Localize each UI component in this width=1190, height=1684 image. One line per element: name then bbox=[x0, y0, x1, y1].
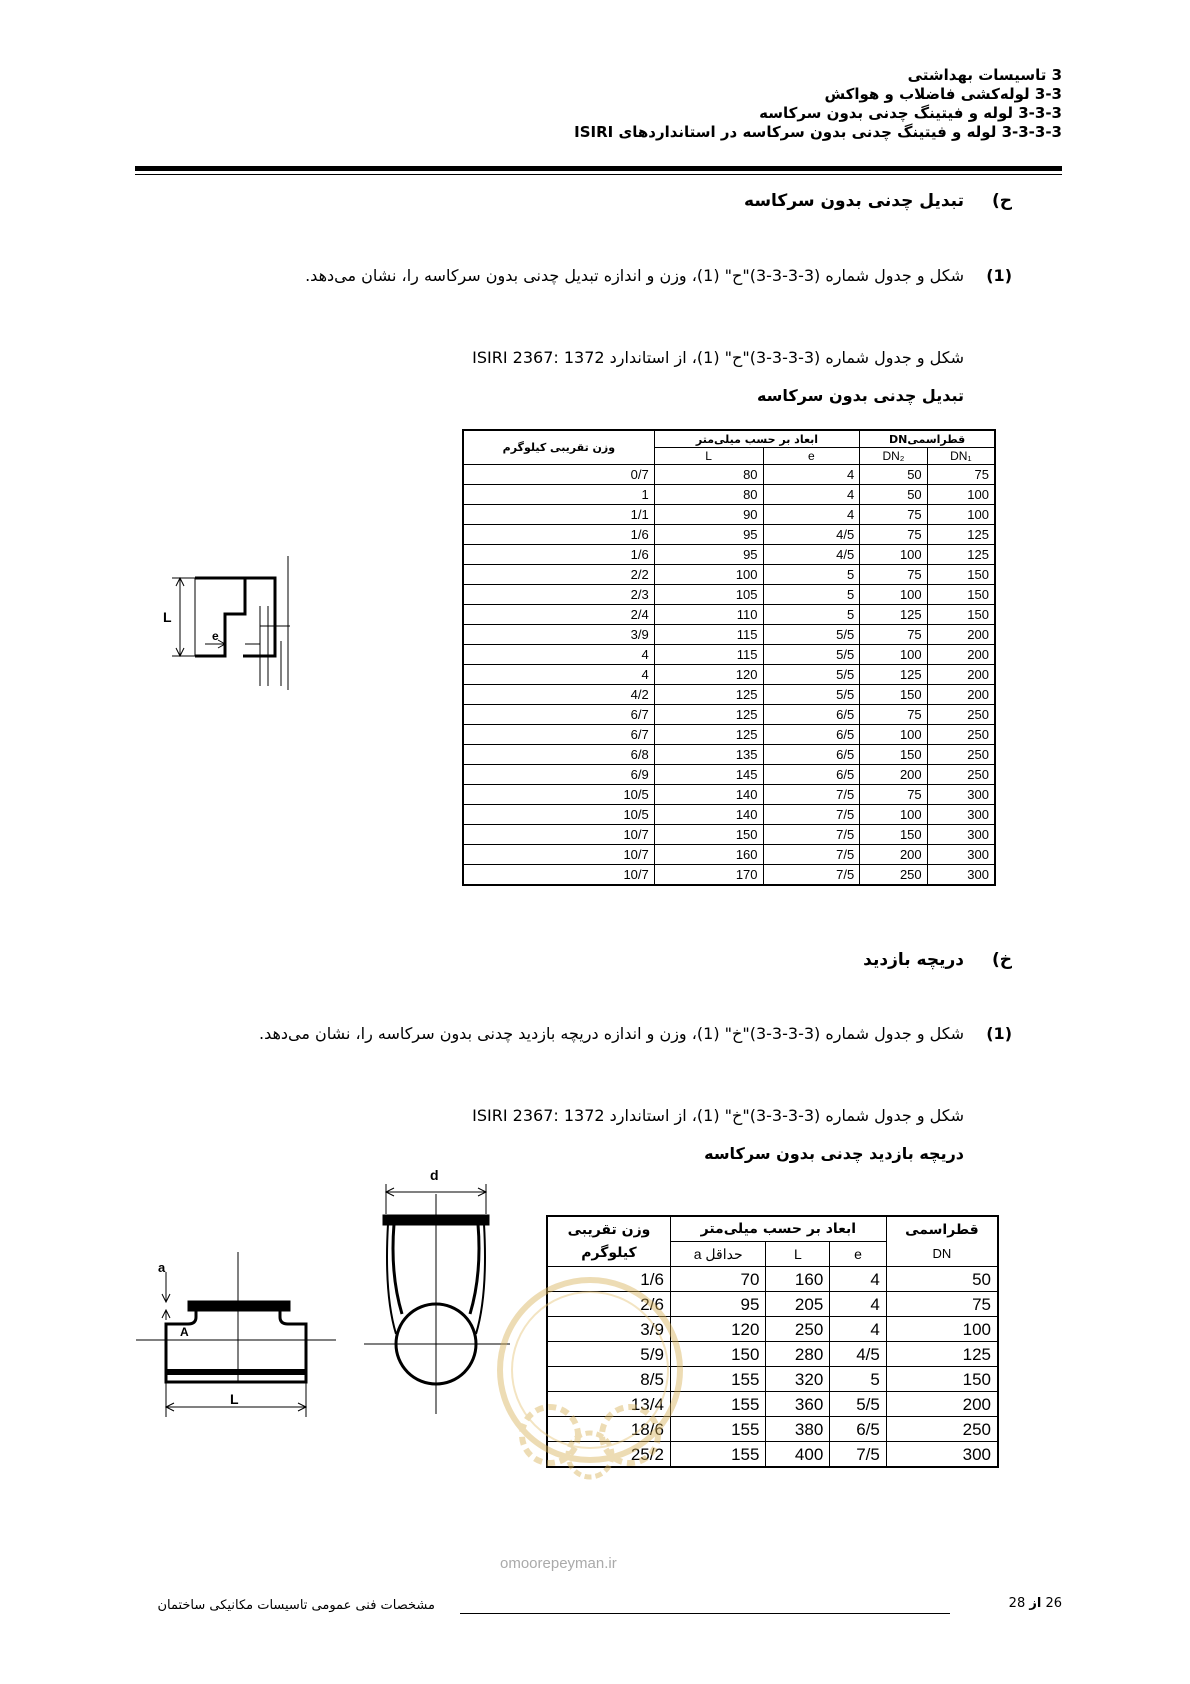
table-cell: 105 bbox=[654, 585, 763, 605]
table-cell: 320 bbox=[766, 1367, 830, 1392]
table-cell: 300 bbox=[886, 1442, 998, 1468]
table-cell: 7/5 bbox=[763, 825, 860, 845]
table-row bbox=[463, 765, 995, 785]
table-cell: 4/5 bbox=[830, 1342, 887, 1367]
table-cell: 100 bbox=[654, 565, 763, 585]
table-row bbox=[463, 585, 995, 605]
table-cell: 2/4 bbox=[463, 605, 654, 625]
table-cell: 2/2 bbox=[463, 565, 654, 585]
table-cell: 2/3 bbox=[463, 585, 654, 605]
table-cell: 75 bbox=[860, 625, 927, 645]
table-cell: 205 bbox=[766, 1292, 830, 1317]
table-cell: 10/7 bbox=[463, 845, 654, 865]
table-cell: 150 bbox=[860, 745, 927, 765]
header-line-4: 3-3-3-3 لوله و فیتینگ چدنی بدون سرکاسه در استانداردهای ISIRI bbox=[574, 123, 1062, 141]
table-cell: 200 bbox=[927, 625, 995, 645]
table-cell: 120 bbox=[670, 1317, 766, 1342]
table-cell: 10/7 bbox=[463, 865, 654, 886]
table-cell: 5 bbox=[763, 585, 860, 605]
table-cell: 110 bbox=[654, 605, 763, 625]
section-h-item-text: شکل و جدول شماره (3-3-3-3)"ح" (1)، وزن و اندازه تبدیل چدنی بدون سرکاسه را، نشان می‌دهد. bbox=[305, 266, 964, 285]
inspection-label-l: L bbox=[230, 1391, 239, 1407]
table-cell: 10/7 bbox=[463, 825, 654, 845]
table-cell: 125 bbox=[654, 725, 763, 745]
table-cell: 6/5 bbox=[763, 765, 860, 785]
table-cell: 75 bbox=[886, 1292, 998, 1317]
th2-e: e bbox=[830, 1242, 887, 1267]
table-row bbox=[463, 865, 995, 886]
table-cell: 95 bbox=[670, 1292, 766, 1317]
watermark-seal bbox=[490, 1260, 690, 1510]
table-cell: 360 bbox=[766, 1392, 830, 1417]
table-cell: 7/5 bbox=[763, 845, 860, 865]
table-row bbox=[463, 625, 995, 645]
table-cell: 160 bbox=[654, 845, 763, 865]
header-line-1: 3 تاسیسات بهداشتی bbox=[907, 66, 1062, 84]
table-cell: 150 bbox=[927, 565, 995, 585]
footer-total: 28 bbox=[1008, 1596, 1026, 1611]
table-cell: 5/5 bbox=[763, 625, 860, 645]
table-cell: 155 bbox=[670, 1442, 766, 1468]
section-kh-heading bbox=[412, 950, 1012, 974]
table-cell: 6/5 bbox=[763, 725, 860, 745]
table-row bbox=[463, 725, 995, 745]
reducer-label-l: L bbox=[163, 609, 172, 625]
table-cell: 4 bbox=[463, 665, 654, 685]
th2-weight-sub: کیلوگرم bbox=[581, 1244, 637, 1261]
table-cell: 13/4 bbox=[547, 1392, 670, 1417]
table-row bbox=[463, 825, 995, 845]
section-h-title: تبدیل چدنی بدون سرکاسه bbox=[744, 191, 964, 211]
table-row bbox=[463, 665, 995, 685]
table-cell: 100 bbox=[927, 505, 995, 525]
th-dn2: DN₂ bbox=[860, 448, 927, 465]
table-cell: 4 bbox=[830, 1292, 887, 1317]
table-cell: 6/8 bbox=[463, 745, 654, 765]
table-row bbox=[463, 685, 995, 705]
table-cell: 5/5 bbox=[763, 645, 860, 665]
table-row bbox=[463, 805, 995, 825]
table-cell: 75 bbox=[860, 565, 927, 585]
table-cell: 4/5 bbox=[763, 545, 860, 565]
table-cell: 300 bbox=[927, 865, 995, 886]
table-cell: 6/9 bbox=[463, 765, 654, 785]
table-cell: 300 bbox=[927, 785, 995, 805]
th2-weight bbox=[547, 1216, 670, 1267]
table-cell: 4 bbox=[463, 645, 654, 665]
table-cell: 90 bbox=[654, 505, 763, 525]
watermark-site: omoorepeyman.ir bbox=[500, 1555, 617, 1572]
table-cell: 125 bbox=[886, 1342, 998, 1367]
table-cell: 200 bbox=[927, 645, 995, 665]
table-cell: 80 bbox=[654, 485, 763, 505]
table-row bbox=[463, 485, 995, 505]
table-cell: 200 bbox=[886, 1392, 998, 1417]
table-cell: 150 bbox=[860, 825, 927, 845]
table-row bbox=[463, 525, 995, 545]
table-cell: 150 bbox=[927, 605, 995, 625]
table-cell: 200 bbox=[927, 665, 995, 685]
table-cell: 7/5 bbox=[830, 1442, 887, 1468]
table-cell: 18/6 bbox=[547, 1417, 670, 1442]
table-row bbox=[463, 465, 995, 485]
footer-of: از bbox=[1029, 1596, 1042, 1611]
table-cell: 100 bbox=[860, 545, 927, 565]
table-cell: 155 bbox=[670, 1417, 766, 1442]
table-cell: 5 bbox=[830, 1367, 887, 1392]
th2-a: حداقل a bbox=[670, 1242, 766, 1267]
header-rule-thin bbox=[135, 174, 1062, 175]
table-cell: 4 bbox=[763, 465, 860, 485]
table-cell: 10/5 bbox=[463, 805, 654, 825]
th2-dn-label: قطراسمی bbox=[905, 1221, 979, 1238]
reducer-label-e: e bbox=[212, 629, 219, 643]
table-cell: 4 bbox=[830, 1267, 887, 1292]
footer-rule bbox=[460, 1613, 950, 1614]
table-cell: 75 bbox=[860, 505, 927, 525]
section-h-caption: شکل و جدول شماره (3-3-3-3)"ح" (1)، از استاندارد ISIRI 2367: 1372 bbox=[472, 348, 964, 367]
table-cell: 155 bbox=[670, 1367, 766, 1392]
table-cell: 125 bbox=[860, 605, 927, 625]
table-cell: 160 bbox=[766, 1267, 830, 1292]
section-kh-item-text: شکل و جدول شماره (3-3-3-3)"خ" (1)، وزن و اندازه دریچه بازدید چدنی بدون سرکاسه را، نشان می‌دهد. bbox=[259, 1024, 964, 1043]
table-cell: 200 bbox=[927, 685, 995, 705]
table-cell: 6/5 bbox=[763, 745, 860, 765]
table-cell: 0/7 bbox=[463, 465, 654, 485]
th-dn1: DN₁ bbox=[927, 448, 995, 465]
table-cell: 1/6 bbox=[547, 1267, 670, 1292]
table-cell: 170 bbox=[654, 865, 763, 886]
table-cell: 2/6 bbox=[547, 1292, 670, 1317]
table-row bbox=[463, 645, 995, 665]
th-dims: ابعاد بر حسب میلی‌متر bbox=[654, 430, 859, 448]
table-cell: 7/5 bbox=[763, 785, 860, 805]
table-row bbox=[463, 705, 995, 725]
header-rule-thick bbox=[135, 166, 1062, 171]
th2-dn bbox=[886, 1216, 998, 1267]
table-cell: 250 bbox=[860, 865, 927, 886]
table-cell: 125 bbox=[654, 705, 763, 725]
section-kh-label: خ) bbox=[991, 950, 1012, 970]
table-cell: 380 bbox=[766, 1417, 830, 1442]
table-cell: 6/7 bbox=[463, 725, 654, 745]
table-cell: 25/2 bbox=[547, 1442, 670, 1468]
table-cell: 140 bbox=[654, 805, 763, 825]
table-cell: 4 bbox=[830, 1317, 887, 1342]
footer-page-number bbox=[1009, 1596, 1062, 1611]
th2-l: L bbox=[766, 1242, 830, 1267]
table-cell: 280 bbox=[766, 1342, 830, 1367]
table-cell: 200 bbox=[860, 765, 927, 785]
th-e: e bbox=[763, 448, 860, 465]
table-cell: 10/5 bbox=[463, 785, 654, 805]
section-kh-item-label: (1) bbox=[986, 1024, 1012, 1043]
footer-title: مشخصات فنی عمومی تاسیسات مکانیکی ساختمان bbox=[157, 1598, 435, 1613]
table-cell: 125 bbox=[654, 685, 763, 705]
table-cell: 100 bbox=[886, 1317, 998, 1342]
table-cell: 145 bbox=[654, 765, 763, 785]
reducer-figure bbox=[150, 556, 330, 690]
table-cell: 5/5 bbox=[763, 665, 860, 685]
reducer-table bbox=[462, 429, 996, 886]
table-cell: 150 bbox=[654, 825, 763, 845]
table-cell: 150 bbox=[670, 1342, 766, 1367]
table-cell: 155 bbox=[670, 1392, 766, 1417]
table-cell: 5 bbox=[763, 565, 860, 585]
table-cell: 6/7 bbox=[463, 705, 654, 725]
table-cell: 6/5 bbox=[830, 1417, 887, 1442]
table-cell: 1/6 bbox=[463, 545, 654, 565]
table-cell: 1/6 bbox=[463, 525, 654, 545]
table-cell: 150 bbox=[860, 685, 927, 705]
table-cell: 300 bbox=[927, 805, 995, 825]
th-l: L bbox=[654, 448, 763, 465]
th-weight: وزن تقریبی کیلوگرم bbox=[463, 430, 654, 465]
table-cell: 135 bbox=[654, 745, 763, 765]
table-cell: 115 bbox=[654, 625, 763, 645]
table-cell: 250 bbox=[927, 725, 995, 745]
table-row bbox=[463, 545, 995, 565]
table-cell: 70 bbox=[670, 1267, 766, 1292]
table-cell: 100 bbox=[860, 725, 927, 745]
section-h-item-label: (1) bbox=[986, 266, 1012, 285]
table-cell: 250 bbox=[927, 705, 995, 725]
section-kh-paragraph bbox=[162, 1024, 1012, 1048]
table-cell: 250 bbox=[766, 1317, 830, 1342]
running-header bbox=[162, 66, 1062, 142]
inspection-figure-side bbox=[136, 1232, 336, 1422]
table-cell: 4 bbox=[763, 485, 860, 505]
table-cell: 140 bbox=[654, 785, 763, 805]
table-cell: 300 bbox=[927, 825, 995, 845]
table-cell: 3/9 bbox=[463, 625, 654, 645]
table-cell: 250 bbox=[927, 745, 995, 765]
table-row bbox=[463, 605, 995, 625]
table-cell: 150 bbox=[927, 585, 995, 605]
table-cell: 95 bbox=[654, 545, 763, 565]
table-cell: 95 bbox=[654, 525, 763, 545]
section-kh-caption: شکل و جدول شماره (3-3-3-3)"خ" (1)، از استاندارد ISIRI 2367: 1372 bbox=[472, 1106, 964, 1125]
table-cell: 100 bbox=[860, 645, 927, 665]
table-row bbox=[463, 785, 995, 805]
table-cell: 120 bbox=[654, 665, 763, 685]
table-cell: 100 bbox=[860, 585, 927, 605]
footer-page: 26 bbox=[1045, 1596, 1062, 1611]
table-cell: 80 bbox=[654, 465, 763, 485]
table-cell: 7/5 bbox=[763, 865, 860, 886]
table-cell: 115 bbox=[654, 645, 763, 665]
table-cell: 50 bbox=[886, 1267, 998, 1292]
table-cell: 125 bbox=[860, 665, 927, 685]
table-cell: 150 bbox=[886, 1367, 998, 1392]
table-row bbox=[463, 845, 995, 865]
section-h-caption-title: تبدیل چدنی بدون سرکاسه bbox=[756, 386, 964, 405]
table-cell: 1/1 bbox=[463, 505, 654, 525]
inspection-label-a: a bbox=[158, 1260, 166, 1275]
table-row bbox=[463, 745, 995, 765]
table-cell: 1 bbox=[463, 485, 654, 505]
section-kh-title: دریچه بازدید bbox=[863, 950, 964, 970]
table-cell: 5 bbox=[763, 605, 860, 625]
inspection-label-A: A bbox=[180, 1325, 189, 1339]
table-cell: 100 bbox=[860, 805, 927, 825]
table-cell: 250 bbox=[927, 765, 995, 785]
table-cell: 5/5 bbox=[830, 1392, 887, 1417]
table-cell: 100 bbox=[927, 485, 995, 505]
header-line-3: 3-3-3 لوله و فیتینگ چدنی بدون سرکاسه bbox=[759, 104, 1062, 122]
table-cell: 7/5 bbox=[763, 805, 860, 825]
table-cell: 4/5 bbox=[763, 525, 860, 545]
table-cell: 400 bbox=[766, 1442, 830, 1468]
th2-dims: ابعاد بر حسب میلی‌متر bbox=[670, 1216, 886, 1242]
table-cell: 5/9 bbox=[547, 1342, 670, 1367]
table-cell: 75 bbox=[860, 705, 927, 725]
inspection-figure-section bbox=[364, 1164, 510, 1414]
header-line-2: 3-3 لوله‌کشی فاضلاب و هواکش bbox=[824, 85, 1062, 103]
section-kh-caption-title: دریچه بازدید چدنی بدون سرکاسه bbox=[704, 1144, 964, 1163]
inspection-label-d: d bbox=[430, 1167, 439, 1183]
section-h-label: ح) bbox=[991, 191, 1012, 211]
table-cell: 6/5 bbox=[763, 705, 860, 725]
th-dn: قطراسمیDN bbox=[860, 430, 995, 448]
table-cell: 200 bbox=[860, 845, 927, 865]
table-cell: 3/9 bbox=[547, 1317, 670, 1342]
table-cell: 4/2 bbox=[463, 685, 654, 705]
th2-dn-sub: DN bbox=[932, 1245, 952, 1261]
table-cell: 250 bbox=[886, 1417, 998, 1442]
table-cell: 50 bbox=[860, 485, 927, 505]
table-cell: 75 bbox=[927, 465, 995, 485]
table-row bbox=[463, 565, 995, 585]
table-cell: 4 bbox=[763, 505, 860, 525]
table-cell: 125 bbox=[927, 525, 995, 545]
table-cell: 125 bbox=[927, 545, 995, 565]
table-cell: 75 bbox=[860, 525, 927, 545]
table-row bbox=[463, 505, 995, 525]
table-cell: 75 bbox=[860, 785, 927, 805]
section-h-paragraph bbox=[212, 266, 1012, 290]
table-cell: 5/5 bbox=[763, 685, 860, 705]
table-cell: 300 bbox=[927, 845, 995, 865]
table-cell: 50 bbox=[860, 465, 927, 485]
th2-weight-label: وزن تقریبی bbox=[567, 1221, 651, 1238]
table-cell: 8/5 bbox=[547, 1367, 670, 1392]
section-h-heading bbox=[412, 191, 1012, 215]
